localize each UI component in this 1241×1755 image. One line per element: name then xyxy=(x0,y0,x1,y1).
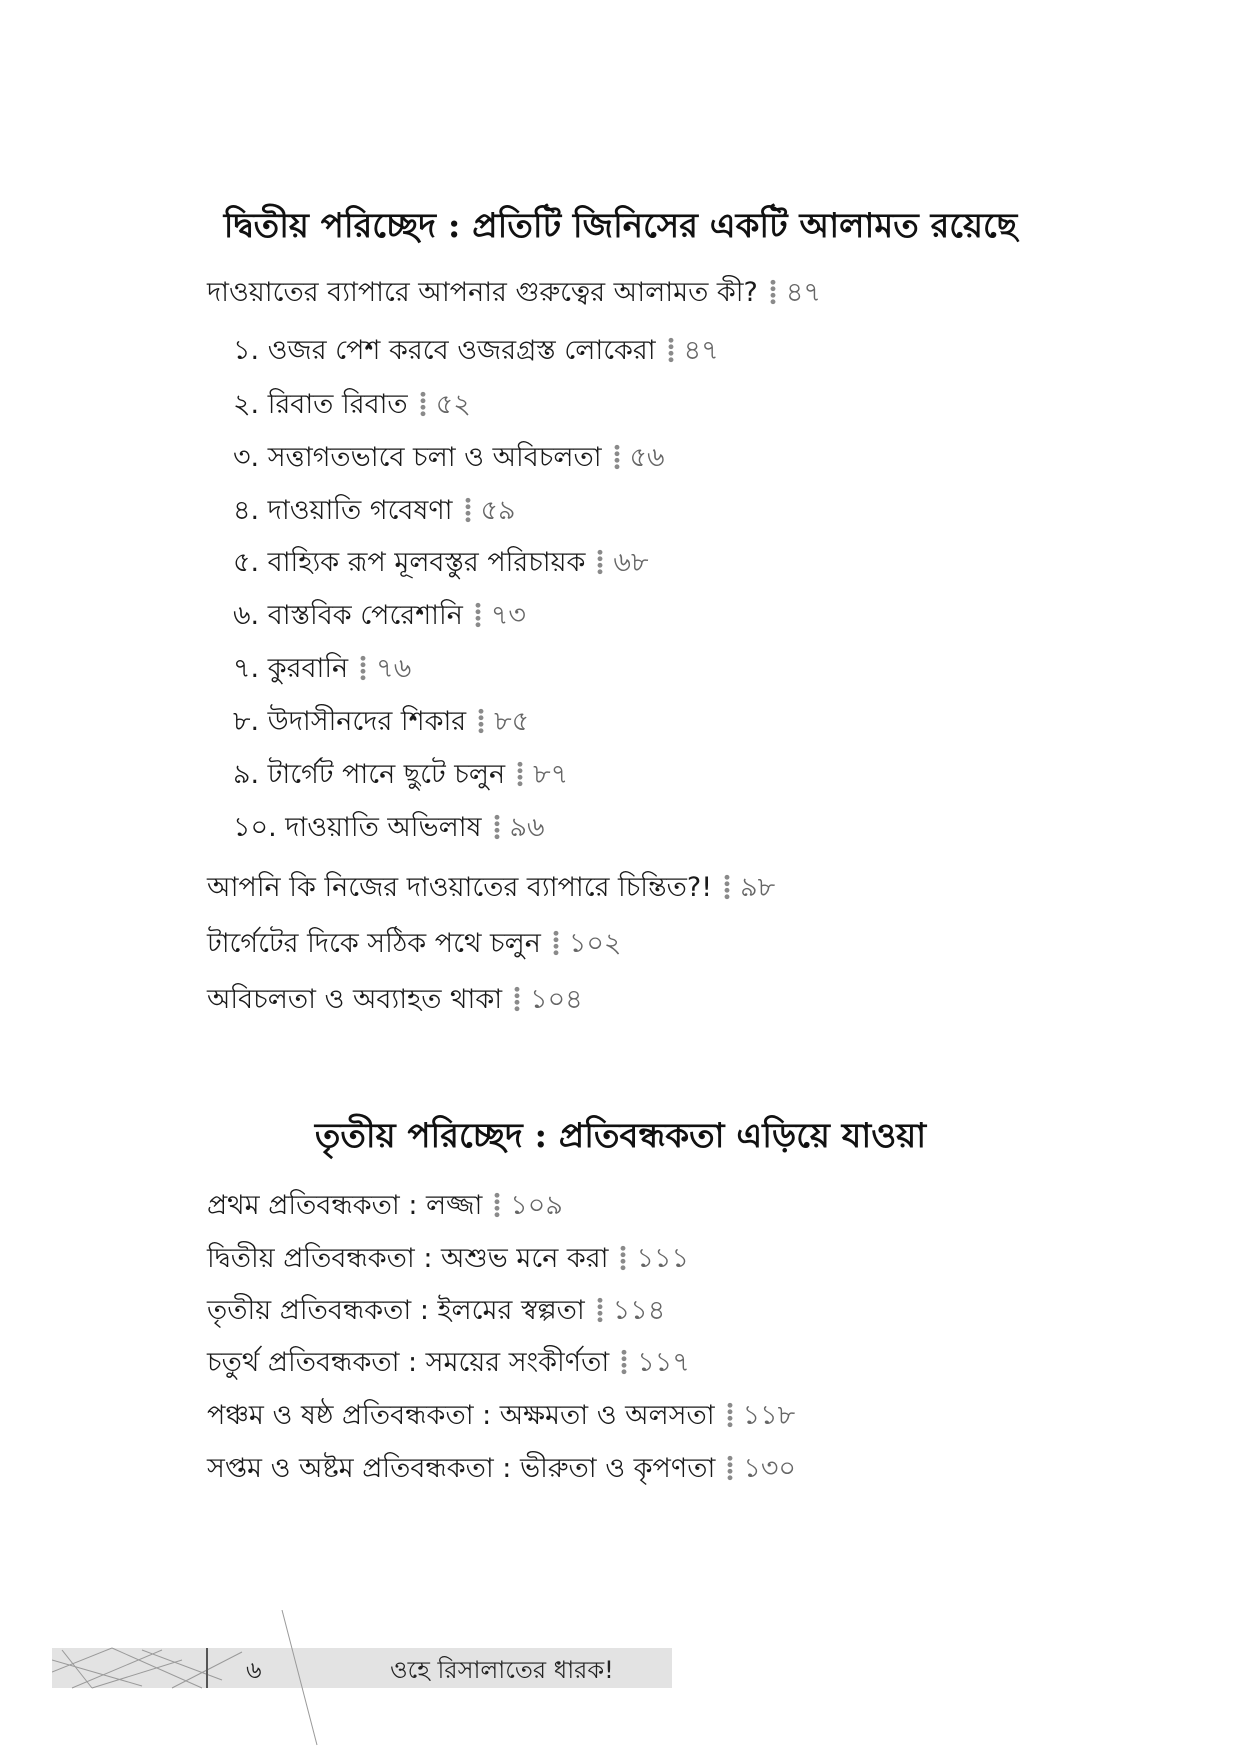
entry-text: প্রথম প্রতিবন্ধকতা : লজ্জা xyxy=(207,1190,483,1221)
book-title: ওহে রিসালাতের ধারক! xyxy=(390,1656,614,1684)
entry-text: ৮. উদাসীনদের শিকার xyxy=(233,706,467,737)
dotted-separator xyxy=(621,1349,627,1375)
entry-page: ৮৫ xyxy=(494,706,530,737)
footer-divider xyxy=(206,1648,208,1688)
entry-text: দাওয়াতের ব্যাপারে আপনার গুরুত্বের আলামত কী? xyxy=(207,277,758,308)
entry-text: টার্গেটের দিকে সঠিক পথে চলুন xyxy=(207,928,541,959)
toc-entry[interactable] xyxy=(207,1241,689,1277)
entry-page: ৪৭ xyxy=(785,277,821,308)
entry-text: তৃতীয় প্রতিবন্ধকতা : ইলমের স্বল্পতা xyxy=(207,1295,585,1326)
section-3-title: তৃতীয় পরিচ্ছেদ : প্রতিবন্ধকতা এড়িয়ে যাওয়া xyxy=(314,1116,927,1156)
entry-page: ১১১ xyxy=(636,1243,690,1274)
toc-entry[interactable] xyxy=(207,1451,796,1487)
entry-text: অবিচলতা ও অব্যাহত থাকা xyxy=(207,984,503,1015)
entry-page: ১১৭ xyxy=(637,1347,690,1378)
entry-text: ৯. টার্গেট পানে ছুটে চলুন xyxy=(233,759,506,790)
entry-text: ৪. দাওয়াতি গবেষণা xyxy=(233,495,453,526)
entry-text: ৭. কুরবানি xyxy=(233,653,349,684)
dotted-separator xyxy=(620,1245,626,1271)
entry-text: আপনি কি নিজের দাওয়াতের ব্যাপারে চিন্তিত?! xyxy=(207,872,713,903)
dotted-separator xyxy=(494,1192,500,1218)
entry-text: সপ্তম ও অষ্টম প্রতিবন্ধকতা : ভীরুতা ও কৃপণতা xyxy=(207,1453,716,1484)
entry-text: ২. রিবাত রিবাত xyxy=(233,389,408,420)
entry-page: ১০২ xyxy=(568,928,622,959)
entry-text: ৩. সত্তাগতভাবে চলা ও অবিচলতা xyxy=(233,442,602,473)
entry-text: পঞ্চম ও ষষ্ঠ প্রতিবন্ধকতা : অক্ষমতা ও অলসতা xyxy=(207,1400,715,1431)
entry-page: ১০৪ xyxy=(530,984,583,1015)
entry-text: ১০. দাওয়াতি অভিলাষ xyxy=(233,812,482,843)
dotted-separator xyxy=(727,1455,733,1481)
entry-page: ৫২ xyxy=(435,389,471,420)
dotted-separator xyxy=(597,1297,603,1323)
entry-text: ৬. বাস্তবিক পেরেশানি xyxy=(233,600,463,631)
entry-text: দ্বিতীয় প্রতিবন্ধকতা : অশুভ মনে করা xyxy=(207,1243,609,1274)
entry-page: ৯৮ xyxy=(740,872,776,903)
entry-page: ১১৮ xyxy=(742,1400,796,1431)
entry-page: ৯৬ xyxy=(509,812,545,843)
toc-entry[interactable] xyxy=(207,1345,690,1381)
entry-page: ৫৯ xyxy=(480,495,516,526)
entry-text: ১. ওজর পেশ করবে ওজরগ্রস্ত লোকেরা xyxy=(233,335,656,366)
entry-page: ৭৬ xyxy=(376,653,412,684)
entry-text: ৫. বাহ্যিক রূপ মূলবস্তুর পরিচায়ক xyxy=(233,547,586,578)
entry-page: ১৩০ xyxy=(743,1453,796,1484)
entry-page: ৭৩ xyxy=(490,600,526,631)
footer-decoration-pattern xyxy=(52,1610,332,1750)
entry-page: ৪৭ xyxy=(683,335,719,366)
toc-entry[interactable] xyxy=(207,1293,665,1329)
entry-page: ৮৭ xyxy=(533,759,569,790)
dotted-separator xyxy=(727,1402,733,1428)
entry-page: ১১৪ xyxy=(612,1295,666,1326)
toc-entry[interactable] xyxy=(207,1398,795,1434)
page-number: ৬ xyxy=(246,1656,262,1684)
entry-text: চতুর্থ প্রতিবন্ধকতা : সময়ের সংকীর্ণতা xyxy=(207,1347,610,1378)
entry-page: ৫৬ xyxy=(629,442,665,473)
section-2-title: দ্বিতীয় পরিচ্ছেদ : প্রতিটি জিনিসের একটি আলামত রয়েছে xyxy=(223,206,1018,246)
entry-page: ১০৯ xyxy=(510,1190,563,1221)
toc-entry[interactable] xyxy=(207,1188,563,1224)
entry-page: ৬৮ xyxy=(613,547,649,578)
